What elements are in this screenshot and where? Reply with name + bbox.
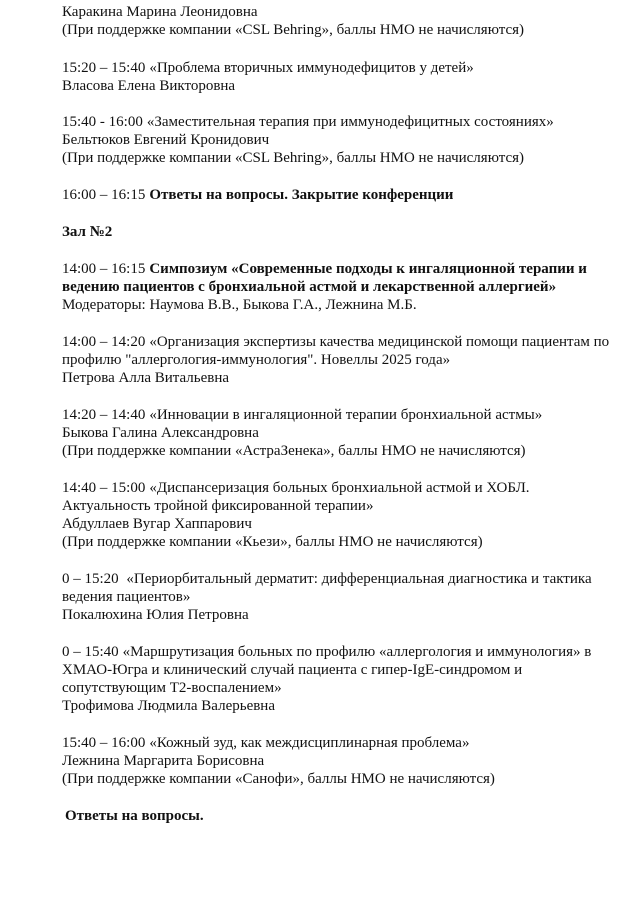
text-line xyxy=(62,296,417,314)
program-item-line xyxy=(62,333,609,351)
text-line xyxy=(62,21,524,39)
line-text: Зал №2 xyxy=(62,224,113,240)
line-text: Ответы на вопросы. xyxy=(65,808,204,824)
line-text: Актуальность тройной фиксированной терапии» xyxy=(62,498,374,514)
line-text: «Маршрутизация больных по профилю «аллергология и иммунология» в xyxy=(122,644,592,660)
line-text: Абдуллаев Вугар Хаппарович xyxy=(62,516,252,532)
line-text: сопутствующим Т2-воспалением» xyxy=(62,680,282,696)
line-text: (При поддержке компании «Санофи», баллы НМО не начисляются) xyxy=(62,771,495,787)
program-item-line xyxy=(62,260,587,278)
text-line xyxy=(62,697,275,715)
program-item-line xyxy=(62,734,469,752)
line-text: Бельтюков Евгений Кронидович xyxy=(62,132,270,148)
line-text: «Проблема вторичных иммунодефицитов у детей» xyxy=(149,60,474,76)
time-range: 0 – 15:20 xyxy=(62,571,119,587)
line-text: ведению пациентов с бронхиальной астмой и лекарственной аллергией» xyxy=(62,279,557,295)
line-text: Быкова Галина Александровна xyxy=(62,425,259,441)
text-line xyxy=(62,442,526,460)
time-range: 15:40 - 16:00 xyxy=(62,114,143,130)
line-text: ведения пациентов» xyxy=(62,589,191,605)
line-text: Покалюхина Юлия Петровна xyxy=(62,607,249,623)
text-line xyxy=(62,606,249,624)
text-line xyxy=(62,661,522,679)
line-text: «Организация экспертизы качества медицинской помощи пациентам по xyxy=(149,334,610,350)
program-item-line xyxy=(62,59,474,77)
line-text: Каракина Марина Леонидовна xyxy=(62,4,258,20)
text-line xyxy=(62,3,258,21)
time-range: 14:20 – 14:40 xyxy=(62,407,146,423)
program-item-line xyxy=(62,643,591,661)
text-line xyxy=(62,533,483,551)
line-text: (При поддержке компании «CSL Behring», баллы НМО не начисляются) xyxy=(62,22,524,38)
text-line xyxy=(62,223,112,241)
line-text: ХМАО-Югра и клинический случай пациента с гипер-IgE-синдромом и xyxy=(62,662,523,678)
line-text: Модераторы: Наумова В.В., Быкова Г.А., Лежнина М.Б. xyxy=(62,297,417,313)
text-line xyxy=(62,679,282,697)
text-line xyxy=(62,770,495,788)
text-line xyxy=(62,77,235,95)
time-range: 16:00 – 16:15 xyxy=(62,187,146,203)
line-text: «Периорбитальный дерматит: дифференциальная диагностика и тактика xyxy=(122,571,592,587)
line-text: (При поддержке компании «CSL Behring», баллы НМО не начисляются) xyxy=(62,150,524,166)
time-range: 14:00 – 16:15 xyxy=(62,261,146,277)
line-text: Симпозиум «Современные подходы к ингаляционной терапии и xyxy=(149,261,587,277)
text-line xyxy=(65,807,204,825)
line-text: Ответы на вопросы. Закрытие конференции xyxy=(149,187,454,203)
text-line xyxy=(62,278,556,296)
text-line xyxy=(62,752,264,770)
time-range: 15:20 – 15:40 xyxy=(62,60,146,76)
line-text: Лежнина Маргарита Борисовна xyxy=(62,753,265,769)
line-text: Власова Елена Викторовна xyxy=(62,78,236,94)
line-text: профилю "аллергология-иммунология". Новеллы 2025 года» xyxy=(62,352,451,368)
text-line xyxy=(62,588,190,606)
program-item-line xyxy=(62,406,542,424)
text-line xyxy=(62,515,252,533)
program-item-line xyxy=(62,570,592,588)
line-text: «Заместительная терапия при иммунодефицитных состояниях» xyxy=(146,114,554,130)
line-text: (При поддержке компании «АстраЗенека», баллы НМО не начисляются) xyxy=(62,443,526,459)
time-range: 14:40 – 15:00 xyxy=(62,480,146,496)
text-line xyxy=(62,131,269,149)
line-text: «Кожный зуд, как междисциплинарная проблема» xyxy=(149,735,470,751)
text-line xyxy=(62,424,259,442)
line-text: Петрова Алла Витальевна xyxy=(62,370,230,386)
line-text: (При поддержке компании «Кьези», баллы НМО не начисляются) xyxy=(62,534,483,550)
program-item-line xyxy=(62,113,554,131)
line-text: Трофимова Людмила Валерьевна xyxy=(62,698,275,714)
program-item-line xyxy=(62,479,530,497)
time-range: 14:00 – 14:20 xyxy=(62,334,146,350)
line-text: «Диспансеризация больных бронхиальной астмой и ХОБЛ. xyxy=(149,480,530,496)
line-text: «Инновации в ингаляционной терапии бронхиальной астмы» xyxy=(149,407,543,423)
text-line xyxy=(62,351,450,369)
time-range: 0 – 15:40 xyxy=(62,644,119,660)
text-line xyxy=(62,149,524,167)
text-line xyxy=(62,369,229,387)
program-item-line xyxy=(62,186,453,204)
time-range: 15:40 – 16:00 xyxy=(62,735,146,751)
text-line xyxy=(62,497,373,515)
